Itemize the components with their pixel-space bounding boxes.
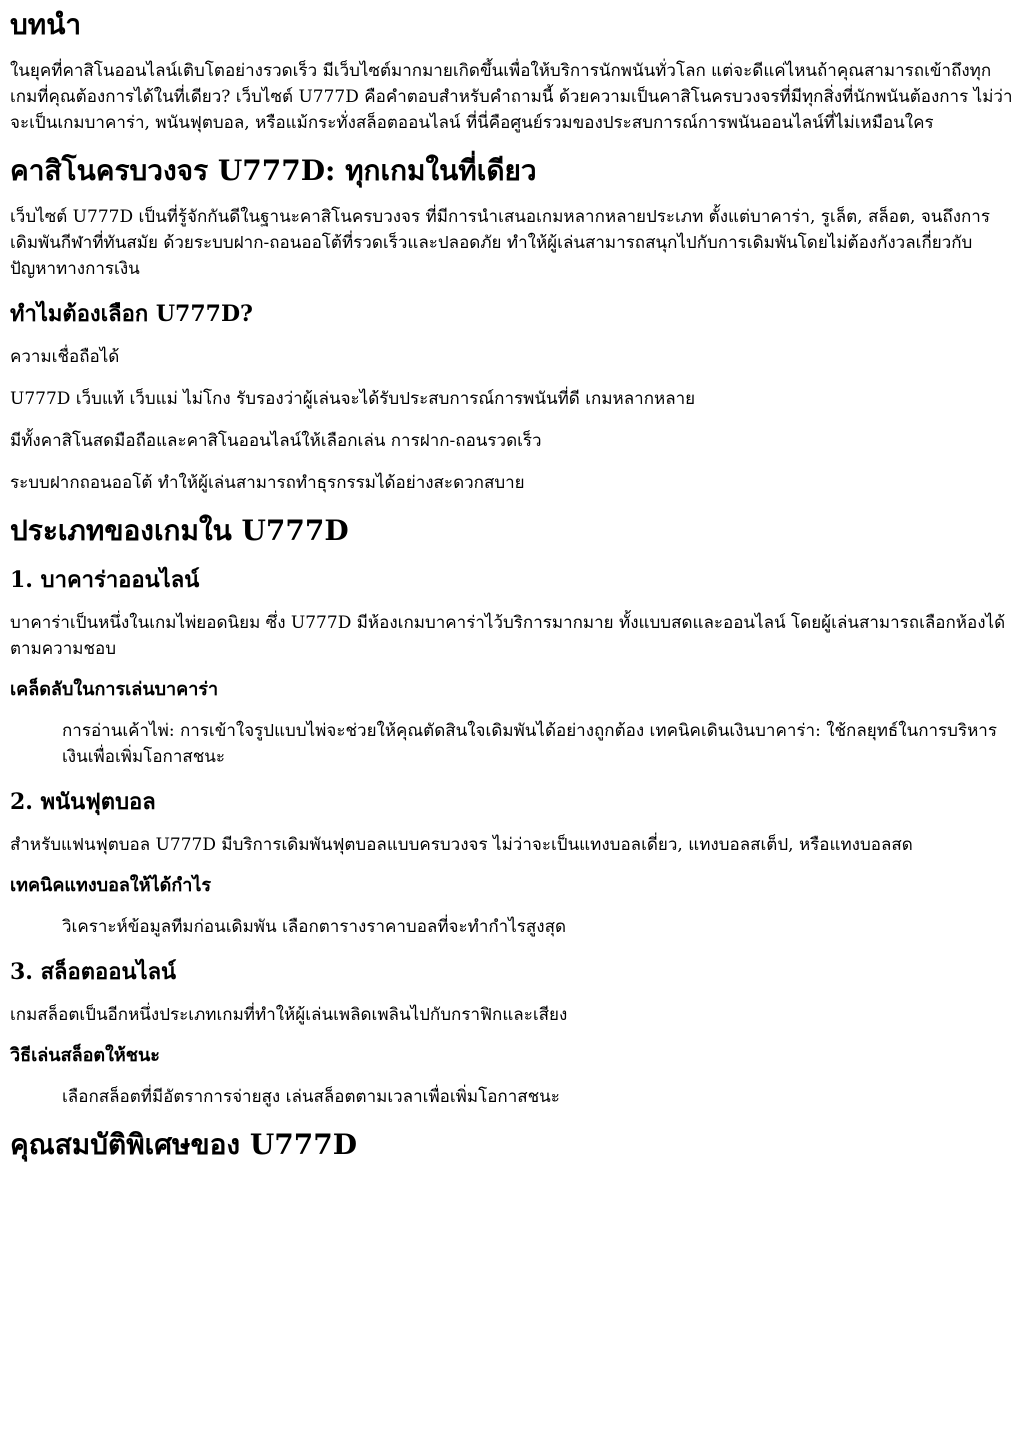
why-point-live-casino: มีทั้งคาสิโนสดมือถือและคาสิโนออนไลน์ให้เลือกเล่น การฝาก-ถอนรวดเร็ว xyxy=(10,431,542,451)
slots-paragraph: เกมสล็อตเป็นอีกหนึ่งประเภทเกมที่ทำให้ผู้เล่นเพลิดเพลินไปกับกราฟิกและเสียง xyxy=(10,1005,568,1025)
baccarat-tips-quote: การอ่านเค้าไพ่: การเข้าใจรูปแบบไพ่จะช่วยให้คุณตัดสินใจเดิมพันได้อย่างถูกต้อง เทคนิคเดินเงินบาคาร่า: ใช้กลยุทธ์ในการบริหารเงินเพื่อเพิ่มโอกาสชนะ xyxy=(62,721,997,767)
special-features-heading: คุณสมบัติพิเศษของ U777D xyxy=(10,1128,357,1161)
slots-tips-quote: เลือกสล็อตที่มีอัตราการจ่ายสูง เล่นสล็อตตามเวลาเพื่อเพิ่มโอกาสชนะ xyxy=(62,1087,560,1107)
article xyxy=(10,8,1014,1162)
football-paragraph: สำหรับแฟนฟุตบอล U777D มีบริการเดิมพันฟุตบอลแบบครบวงจร ไม่ว่าจะเป็นแทงบอลเดี่ยว, แทงบอลสเต็ป, หรือแทงบอลสด xyxy=(10,835,913,855)
slots-heading: 3. สล็อตออนไลน์ xyxy=(10,959,177,985)
complete-casino-heading: คาสิโนครบวงจร U777D: ทุกเกมในที่เดียว xyxy=(10,154,537,187)
slots-tips-heading: วิธีเล่นสล็อตให้ชนะ xyxy=(10,1045,160,1066)
football-heading: 2. พนันฟุตบอล xyxy=(10,789,156,815)
complete-casino-paragraph: เว็บไซต์ U777D เป็นที่รู้จักกันดีในฐานะคาสิโนครบวงจร ที่มีการนำเสนอเกมหลากหลายประเภท ตั้งแต่บาคาร่า, รูเล็ต, สล็อต, จนถึงการเดิมพันกีฬาที่ทันสมัย ด้วยระบบฝาก-ถอนออโต้ที่รวดเร็วและปลอดภัย ทำให้ผู้เล่นสามารถสนุกไปกับการเดิมพันโดยไม่ต้องกังวลเกี่ยวกับปัญหาทางการเงิน xyxy=(10,207,990,279)
why-choose-heading: ทำไมต้องเลือก U777D? xyxy=(10,301,253,327)
game-types-heading: ประเภทของเกมใน U777D xyxy=(10,514,349,547)
baccarat-heading: 1. บาคาร่าออนไลน์ xyxy=(10,567,200,593)
why-point-genuine-site: U777D เว็บแท้ เว็บแม่ ไม่โกง รับรองว่าผู้เล่นจะได้รับประสบการณ์การพนันที่ดี เกมหลากหลาย xyxy=(10,389,696,409)
baccarat-tips-heading: เคล็ดลับในการเล่นบาคาร่า xyxy=(10,679,219,700)
baccarat-paragraph: บาคาร่าเป็นหนึ่งในเกมไพ่ยอดนิยม ซึ่ง U777D มีห้องเกมบาคาร่าไว้บริการมากมาย ทั้งแบบสดและออนไลน์ โดยผู้เล่นสามารถเลือกห้องได้ตามความชอบ xyxy=(10,613,1006,659)
why-point-auto-deposit: ระบบฝากถอนออโต้ ทำให้ผู้เล่นสามารถทำธุรกรรมได้อย่างสะดวกสบาย xyxy=(10,473,525,493)
intro-heading: บทนำ xyxy=(10,8,82,41)
football-tips-heading: เทคนิคแทงบอลให้ได้กำไร xyxy=(10,875,212,896)
intro-paragraph: ในยุคที่คาสิโนออนไลน์เติบโตอย่างรวดเร็ว มีเว็บไซต์มากมายเกิดขึ้นเพื่อให้บริการนักพนันทั่วโลก แต่จะดีแค่ไหนถ้าคุณสามารถเข้าถึงทุกเกมที่คุณต้องการได้ในที่เดียว? เว็บไซต์ U777D คือคำตอบสำหรับคำถามนี้ ด้วยความเป็นคาสิโนครบวงจรที่มีทุกสิ่งที่นักพนันต้องการ ไม่ว่าจะเป็นเกมบาคาร่า, พนันฟุตบอล, หรือแม้กระทั่งสล็อตออนไลน์ ที่นี่คือศูนย์รวมของประสบการณ์การพนันออนไลน์ที่ไม่เหมือนใคร xyxy=(10,61,1013,133)
why-point-reliability: ความเชื่อถือได้ xyxy=(10,347,120,367)
football-tips-quote: วิเคราะห์ข้อมูลทีมก่อนเดิมพัน เลือกตารางราคาบอลที่จะทำกำไรสูงสุด xyxy=(62,917,566,937)
